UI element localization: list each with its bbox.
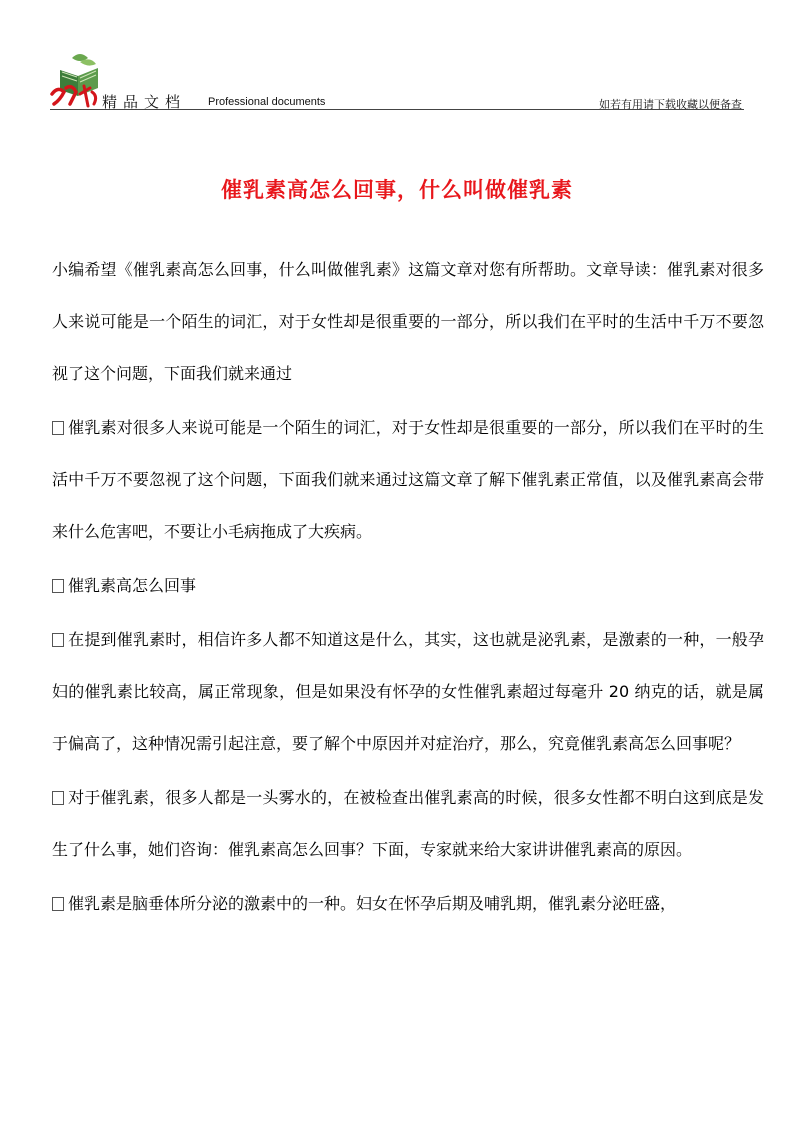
paragraph-text: 催乳素是脑垂体所分泌的激素中的一种。妇女在怀孕后期及哺乳期，催乳素分泌旺盛， (68, 894, 677, 913)
paragraph-text: 催乳素对很多人来说可能是一个陌生的词汇，对于女性却是很重要的一部分，所以我们在平时的生活中千万不要忽视了这个问题，下面我们就来通过这篇文章了解下催乳素正常值，以及催乳素高会带来什么危害吧，不要让小毛病拖成了大疾病。 (52, 418, 764, 541)
paragraph (52, 614, 764, 770)
checkbox-glyph-icon (52, 633, 64, 647)
document-title: 催乳素高怎么回事，什么叫做催乳素 (221, 178, 573, 203)
brand-subtitle: Professional documents (208, 96, 326, 108)
paragraph (52, 772, 764, 876)
page-header (0, 0, 794, 118)
brand-name: 精品文档 (102, 93, 187, 111)
checkbox-glyph-icon (52, 791, 64, 805)
header-note: 如若有用请下载收藏以便备查 (599, 98, 742, 111)
header-divider (50, 109, 744, 110)
section-heading (52, 560, 764, 612)
checkbox-glyph-icon (52, 579, 64, 593)
checkbox-glyph-icon (52, 421, 64, 435)
book-logo-icon (50, 48, 106, 108)
checkbox-glyph-icon (52, 897, 64, 911)
paragraph (52, 402, 764, 558)
paragraph-text: 对于催乳素，很多人都是一头雾水的，在被检查出催乳素高的时候，很多女性都不明白这到底是发生了什么事，她们咨询：催乳素高怎么回事？下面，专家就来给大家讲讲催乳素高的原因。 (52, 788, 764, 859)
paragraph (52, 878, 764, 930)
document-body (52, 244, 764, 932)
section-heading-text: 催乳素高怎么回事 (68, 576, 197, 595)
paragraph (52, 244, 764, 400)
paragraph-text: 小编希望《催乳素高怎么回事，什么叫做催乳素》这篇文章对您有所帮助。文章导读：催乳素对很多人来说可能是一个陌生的词汇，对于女性却是很重要的一部分，所以我们在平时的生活中千万不要忽视了这个问题，下面我们就来通过 (52, 260, 764, 383)
paragraph-text: 在提到催乳素时，相信许多人都不知道这是什么，其实，这也就是泌乳素，是激素的一种，一般孕妇的催乳素比较高，属正常现象，但是如果没有怀孕的女性催乳素超过每毫升 20 纳克的话，就是属于偏高了，这种情况需引起注意，要了解个中原因并对症治疗，那么，究竟催乳素高怎么回事呢？ (52, 630, 764, 753)
